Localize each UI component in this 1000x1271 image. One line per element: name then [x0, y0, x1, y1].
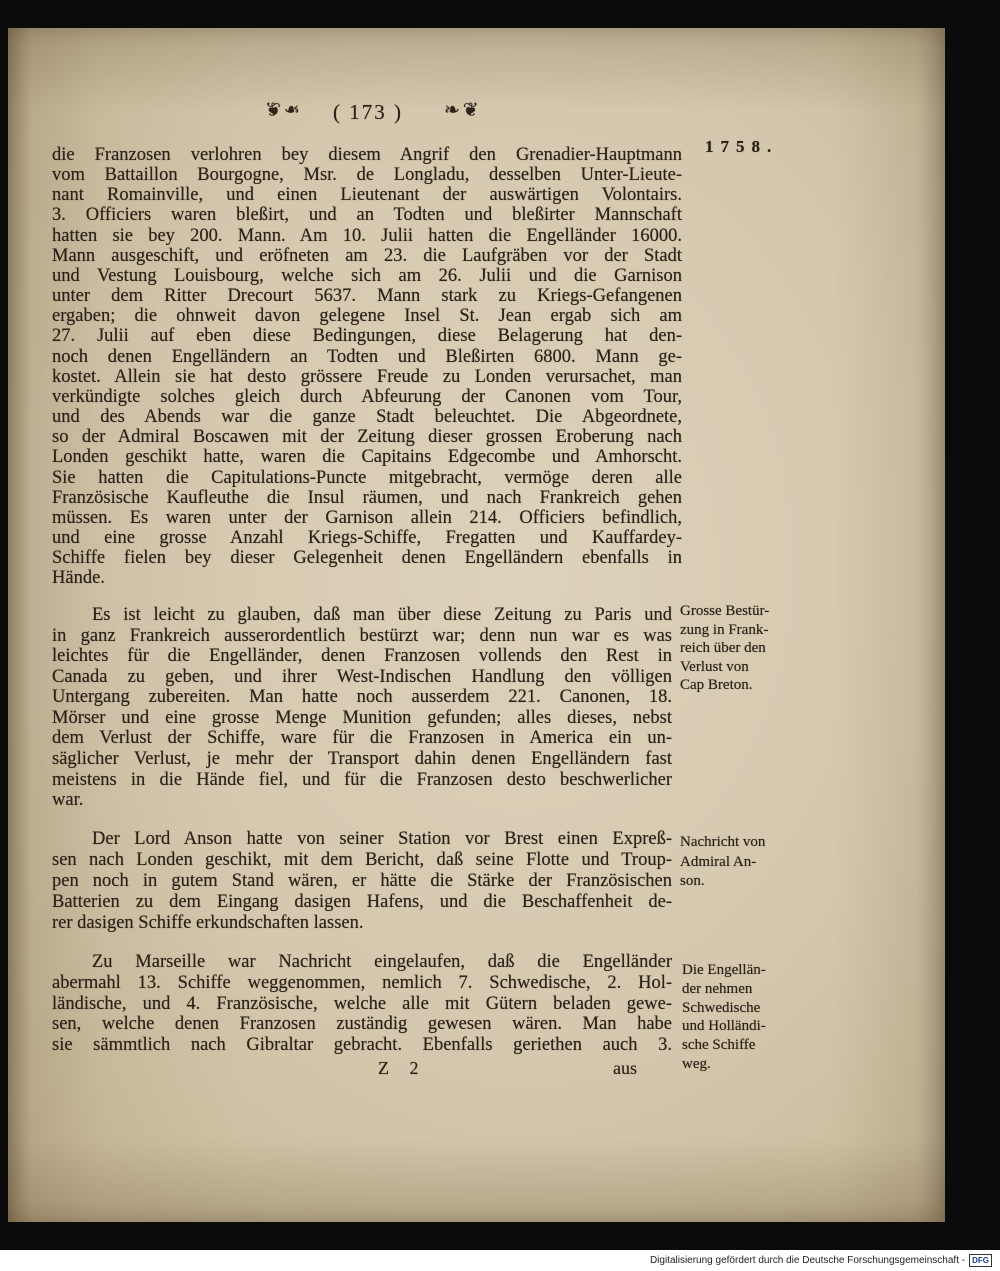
marginal-note-line: Verlust von: [680, 658, 749, 675]
text-line: die Franzosen verlohren bey diesem Angrif den Grenadier-Hauptmann: [52, 145, 682, 165]
text-line: sen nach Londen geschikt, mit dem Bericht, daß seine Flotte und Troup-: [52, 850, 672, 870]
text-line: Batterien zu dem Eingang dasigen Hafens, und die Beschaffenheit de-: [52, 892, 672, 912]
text-line: Französische Kaufleuthe die Insul räumen, und nach Frankreich gehen: [52, 487, 682, 508]
marginal-note-line: zung in Frank-: [680, 621, 769, 638]
text-line: Mann ausgeschift, und eröfneten am 23. die Laufgräben vor der Stadt: [52, 245, 682, 266]
text-line: säglicher Verlust, je mehr der Transport dahin denen Engelländern fast: [52, 748, 672, 769]
text-line: Schiffe fielen bey dieser Gelegenheit denen Engelländern ebenfalls in: [52, 548, 682, 569]
marginal-note-2: [680, 833, 792, 892]
text-line: unter dem Ritter Drecourt 5637. Mann stark zu Kriegs-Gefangenen: [52, 286, 682, 307]
marginal-note-line: Admiral An-: [680, 853, 757, 870]
marginal-note-line: son.: [680, 873, 705, 889]
text-line: 27. Julii auf eben diese Bedingungen, diese Belagerung hat den-: [52, 326, 682, 347]
book-page: [8, 28, 945, 1222]
marginal-note-line: Cap Breton.: [680, 677, 753, 693]
text-line: noch denen Engelländern an Todten und Bleßirten 6800. Mann ge-: [52, 346, 682, 367]
text-line: 3. Officiers waren bleßirt, und an Todten und bleßirter Mannschaft: [52, 205, 682, 226]
text-line: Canada zu geben, und ihrer West-Indischen Handlung den völligen: [52, 666, 672, 687]
text-line: und eine grosse Anzahl Kriegs-Schiffe, Fregatten und Kauffardey-: [52, 527, 682, 548]
text-line: abermahl 13. Schiffe weggenommen, nemlich 7. Schwedische, 2. Hol-: [52, 972, 672, 993]
text-line: in ganz Frankreich ausserordentlich bestürzt war; denn nun war es was: [52, 625, 672, 646]
right-fleuron-ornament-icon: [444, 98, 482, 122]
text-line: Es ist leicht zu glauben, daß man über diese Zeitung zu Paris und: [92, 605, 672, 625]
marginal-note-line: reich über den: [680, 640, 766, 656]
marginal-note-3: [682, 961, 794, 1074]
text-line: Der Lord Anson hatte von seiner Station vor Brest einen Expreß-: [92, 829, 672, 849]
marginal-note-line: Die Engellän-: [682, 962, 766, 978]
marginal-note-line: Schwedische: [682, 999, 761, 1016]
sheet-signature: Z 2: [378, 1058, 427, 1078]
marginal-note-line: weg.: [682, 1055, 711, 1072]
text-line: vom Battaillon Bourgogne, Msr. de Longladu, desselben Unter-Lieute-: [52, 165, 682, 186]
marginal-note-line: und Holländi-: [682, 1018, 766, 1035]
text-line: hatten sie bey 200. Mann. Am 10. Julii hatten die Engelländer 16000.: [52, 225, 682, 246]
paragraph-2: [52, 605, 672, 811]
marginal-note-line: Grosse Bestür-: [680, 603, 770, 619]
text-line: dem Verlust der Schiffe, ware für die Franzosen in America ein un-: [52, 728, 672, 749]
text-line: nant Romainville, und einen Lieutenant der auswärtigen Volontairs.: [52, 185, 682, 206]
paragraph-3: [52, 829, 672, 934]
text-line: leichtes für die Engelländer, denen Franzosen vollends den Rest in: [52, 646, 672, 667]
text-line: Hände.: [52, 568, 105, 589]
text-line: meistens in die Hände fiel, und für die Franzosen desto beschwerlicher: [52, 769, 672, 790]
text-line: Mörser und eine grosse Menge Munition gefunden; alles dieses, nebst: [52, 707, 672, 728]
text-line: Londen geschikt hatte, waren die Capitains Edgecombe und Amhorscht.: [52, 447, 682, 468]
text-line: ergaben; die ohnweit davon gelegene Insel St. Jean ergab sich am: [52, 306, 682, 327]
page-number: ( 173 ): [333, 100, 403, 124]
text-line: und des Abends war die ganze Stadt beleuchtet. Die Abgeordnete,: [52, 407, 682, 428]
text-line: verkündigte solches gleich durch Abfeurung der Canonen vom Tour,: [52, 386, 682, 407]
text-line: so der Admiral Boscawen mit der Zeitung dieser grossen Eroberung nach: [52, 427, 682, 448]
text-line: rer dasigen Schiffe erkundschaften lassen.: [52, 913, 364, 933]
text-line: pen noch in gutem Stand wären, er hätte die Stärke der Französischen: [52, 871, 672, 891]
text-line: Sie hatten die Capitulations-Puncte mitgebracht, vermöge deren alle: [52, 467, 682, 488]
paragraph-1: [52, 145, 682, 588]
marginal-note-line: Nachricht von: [680, 834, 766, 850]
left-fleuron-ornament-icon: [262, 98, 300, 122]
margin-year: 1758.: [705, 137, 779, 156]
marginal-note-line: der nehmen: [682, 980, 753, 997]
text-line: Zu Marseille war Nachricht eingelaufen, daß die Engelländer: [92, 952, 672, 972]
text-line: sie sämmtlich nach Gibraltar gebracht. Ebenfalls geriethen auch 3.: [52, 1035, 672, 1055]
text-line: sen, welche denen Franzosen zuständig gewesen wären. Man habe: [52, 1014, 672, 1035]
text-line: müssen. Es waren unter der Garnison allein 214. Officiers befindlich,: [52, 507, 682, 528]
paragraph-4: [52, 952, 672, 1056]
text-line: Untergang zubereiten. Man hatte noch ausserdem 221. Canonen, 18.: [52, 687, 672, 708]
digitization-credit-bar: [0, 1250, 1000, 1271]
marginal-note-1: [680, 602, 792, 695]
text-line: kostet. Allein sie hat desto grössere Freude zu Londen verursachet, man: [52, 366, 682, 387]
text-line: war.: [52, 790, 84, 811]
dfg-logo-icon: DFG: [969, 1254, 992, 1267]
text-line: und Vestung Louisbourg, welche sich am 26. Julii und die Garnison: [52, 265, 682, 286]
credit-text: Digitalisierung gefördert durch die Deutsche Forschungsgemeinschaft -: [649, 1255, 966, 1266]
marginal-note-line: sche Schiffe: [682, 1037, 756, 1054]
text-line: ländische, und 4. Französische, welche alle mit Gütern beladen gewe-: [52, 993, 672, 1014]
catchword: aus: [613, 1058, 637, 1078]
